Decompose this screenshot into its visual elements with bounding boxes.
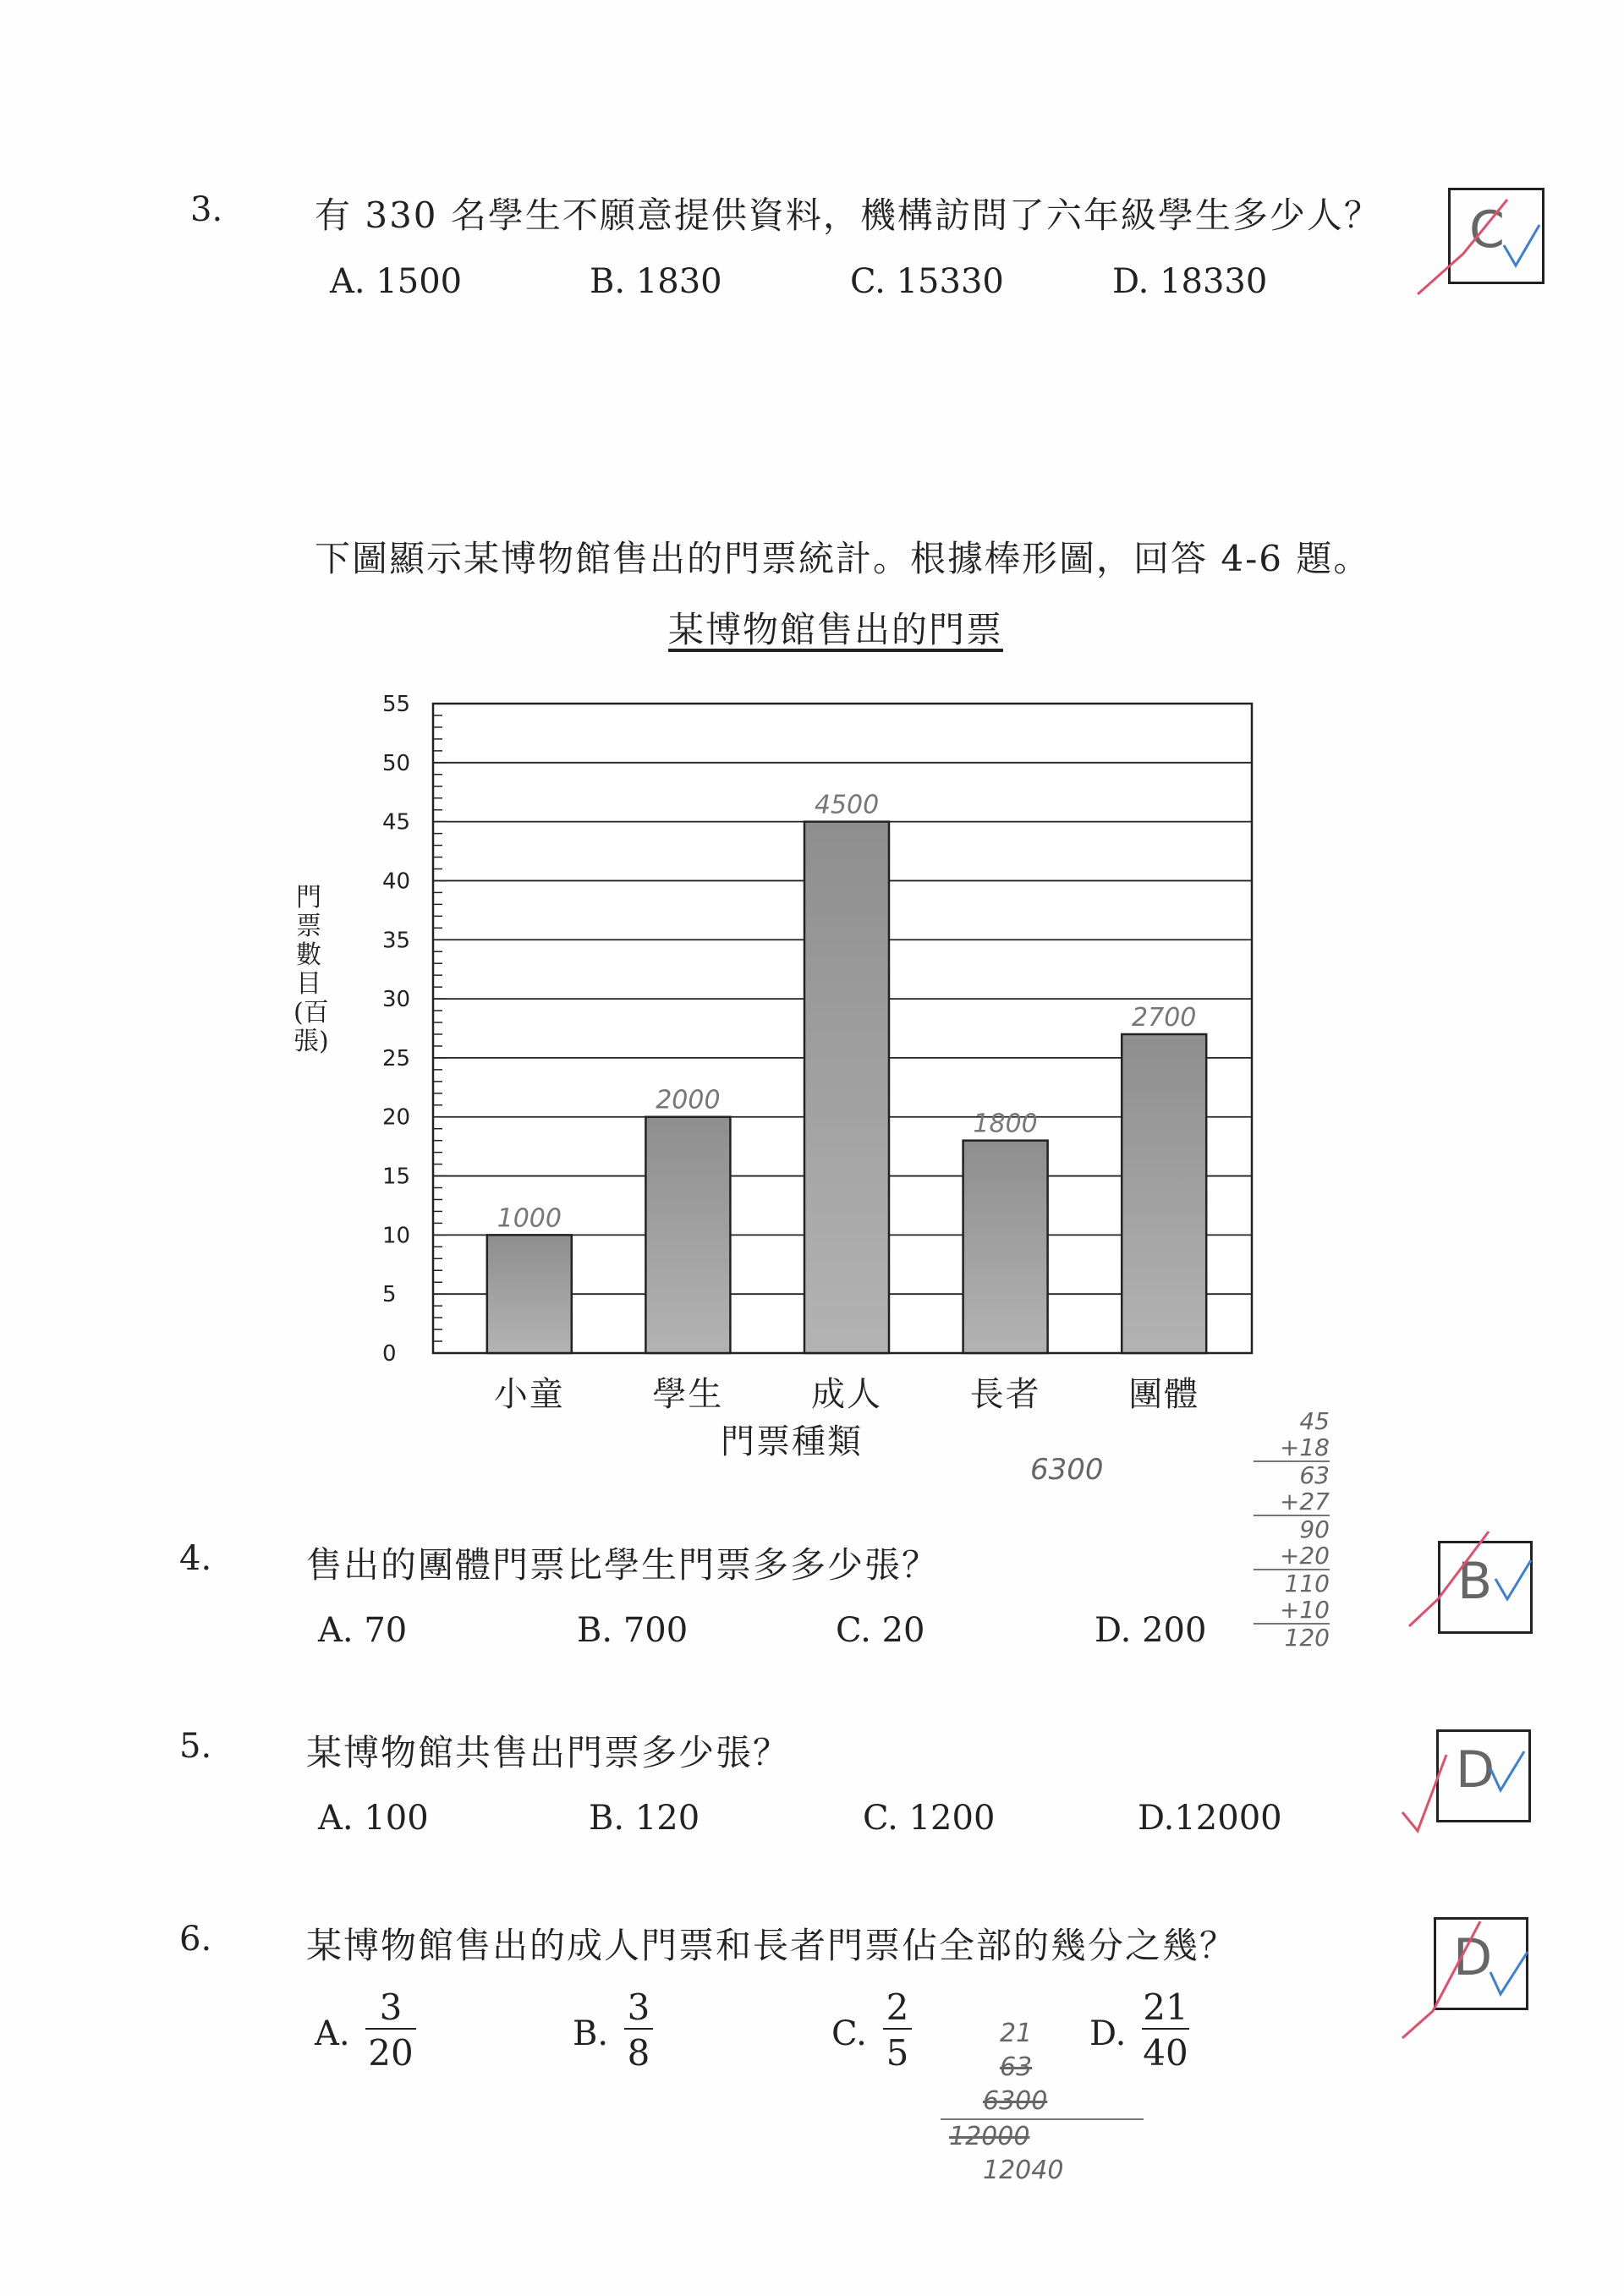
- x-tick-label: 成人: [811, 1375, 882, 1414]
- q6-option-d-letter: D.: [1089, 2014, 1127, 2053]
- sum-step: +10: [1254, 1597, 1330, 1625]
- q3-option-c: C. 15330: [850, 262, 1004, 301]
- sum-step: +18: [1254, 1434, 1330, 1462]
- fraction-step: 12000: [949, 2122, 1030, 2151]
- q5-check-marks: [1396, 1729, 1548, 1839]
- fraction-step: 6300: [941, 2085, 1144, 2120]
- q6-answer: D: [1453, 1928, 1493, 1987]
- bar-handwritten-value: 2000: [656, 1085, 721, 1115]
- chart-intro: 下圖顯示某博物館售出的門票統計。根據棒形圖，回答 4-6 題。: [315, 538, 1371, 579]
- q4-question: 售出的團體門票比學生門票多多少張？: [306, 1544, 940, 1586]
- q3-option-d: D. 18330: [1112, 262, 1268, 301]
- sum-step: 45: [1299, 1407, 1330, 1435]
- q6-check-marks: [1396, 1904, 1548, 2040]
- bar-2: [645, 1117, 730, 1353]
- bar-1: [487, 1235, 572, 1353]
- fraction-step: 63: [1000, 2052, 1033, 2082]
- sum-step: +27: [1254, 1488, 1330, 1516]
- q5-option-b: B. 120: [589, 1799, 700, 1838]
- q4-option-d: D. 200: [1095, 1611, 1207, 1650]
- bar-handwritten-value: 1000: [497, 1203, 562, 1234]
- q3-option-b: B. 1830: [590, 262, 722, 301]
- sum-step: 120: [1284, 1624, 1330, 1652]
- handwritten-fraction-work: [941, 2017, 1144, 2188]
- q4-answer: B: [1457, 1552, 1493, 1611]
- q3-question: 有 330 名學生不願意提供資料，機構訪問了六年級學生多少人？: [315, 195, 1381, 236]
- sum-step: 63: [1299, 1461, 1330, 1489]
- q4-option-b: B. 700: [577, 1611, 689, 1650]
- y-tick-label: 0: [382, 1341, 397, 1367]
- sum-step: 110: [1284, 1570, 1330, 1597]
- q4-check-marks: [1404, 1526, 1556, 1636]
- q5-option-d: D.12000: [1138, 1799, 1282, 1838]
- y-tick-label: 10: [382, 1223, 411, 1249]
- q6-option-d-fraction: $\frac{21}{40}$: [1143, 1986, 1188, 2074]
- y-tick-label: 40: [382, 869, 411, 895]
- x-tick-label: 團體: [1128, 1375, 1200, 1414]
- y-tick-label: 45: [382, 809, 411, 836]
- chart-title: 某博物館售出的門票: [668, 609, 1004, 650]
- q6-option-a-fraction: $\frac{3}{20}$: [365, 1987, 416, 2074]
- bar-3: [804, 822, 889, 1353]
- y-tick-label: 20: [382, 1104, 411, 1131]
- q4-number: 4.: [179, 1539, 212, 1578]
- bar-handwritten-value: 2700: [1132, 1002, 1197, 1033]
- q4-option-c: C. 20: [836, 1611, 925, 1650]
- chart-y-label: 門票數目(百張): [294, 883, 329, 1056]
- fraction-step: 21: [1000, 2019, 1033, 2048]
- q6-option-a-letter: A.: [315, 2014, 350, 2053]
- bar-5: [1122, 1034, 1206, 1353]
- x-tick-label: 長者: [969, 1375, 1041, 1414]
- y-tick-label: 35: [382, 928, 411, 954]
- handwritten-total: 6300: [1030, 1453, 1104, 1487]
- x-axis-label: 門票種類: [721, 1422, 863, 1461]
- q6-option-c-fraction: $\frac{2}{5}$: [883, 1987, 912, 2074]
- q5-number: 5.: [179, 1727, 212, 1766]
- y-tick-label: 15: [382, 1164, 411, 1190]
- bar-chart: [355, 677, 1303, 1471]
- y-tick-label: 50: [382, 750, 411, 776]
- sum-step: +20: [1254, 1543, 1330, 1570]
- y-tick-label: 55: [382, 692, 411, 717]
- q4-option-a: A. 70: [318, 1611, 408, 1650]
- q6-option-b-letter: B.: [573, 2014, 609, 2053]
- sum-step: 90: [1299, 1515, 1330, 1543]
- q3-check-marks: [1413, 195, 1565, 304]
- x-tick-label: 學生: [652, 1375, 724, 1414]
- bar-handwritten-value: 1800: [973, 1109, 1038, 1139]
- q5-option-c: C. 1200: [863, 1799, 996, 1838]
- q3-answer: C: [1469, 200, 1505, 260]
- q5-answer: D: [1456, 1740, 1495, 1800]
- fraction-step: 12040: [983, 2156, 1064, 2185]
- q5-option-a: A. 100: [318, 1799, 429, 1838]
- y-tick-label: 25: [382, 1045, 411, 1071]
- q6-question: 某博物館售出的成人門票和長者門票佔全部的幾分之幾？: [306, 1925, 1237, 1966]
- q6-option-c-letter: C.: [831, 2014, 867, 2053]
- q3-option-a: A. 1500: [330, 262, 463, 301]
- q5-question: 某博物館共售出門票多少張？: [306, 1732, 791, 1773]
- bar-handwritten-value: 4500: [814, 790, 880, 820]
- handwritten-sum-column: [1254, 1408, 1372, 1651]
- y-tick-label: 5: [382, 1282, 397, 1308]
- bar-4: [963, 1141, 1048, 1353]
- x-tick-label: 小童: [493, 1375, 565, 1414]
- q3-number: 3.: [190, 190, 223, 229]
- q6-option-b-fraction: $\frac{3}{8}$: [624, 1987, 653, 2074]
- y-tick-label: 30: [382, 987, 411, 1013]
- q6-number: 6.: [179, 1920, 212, 1959]
